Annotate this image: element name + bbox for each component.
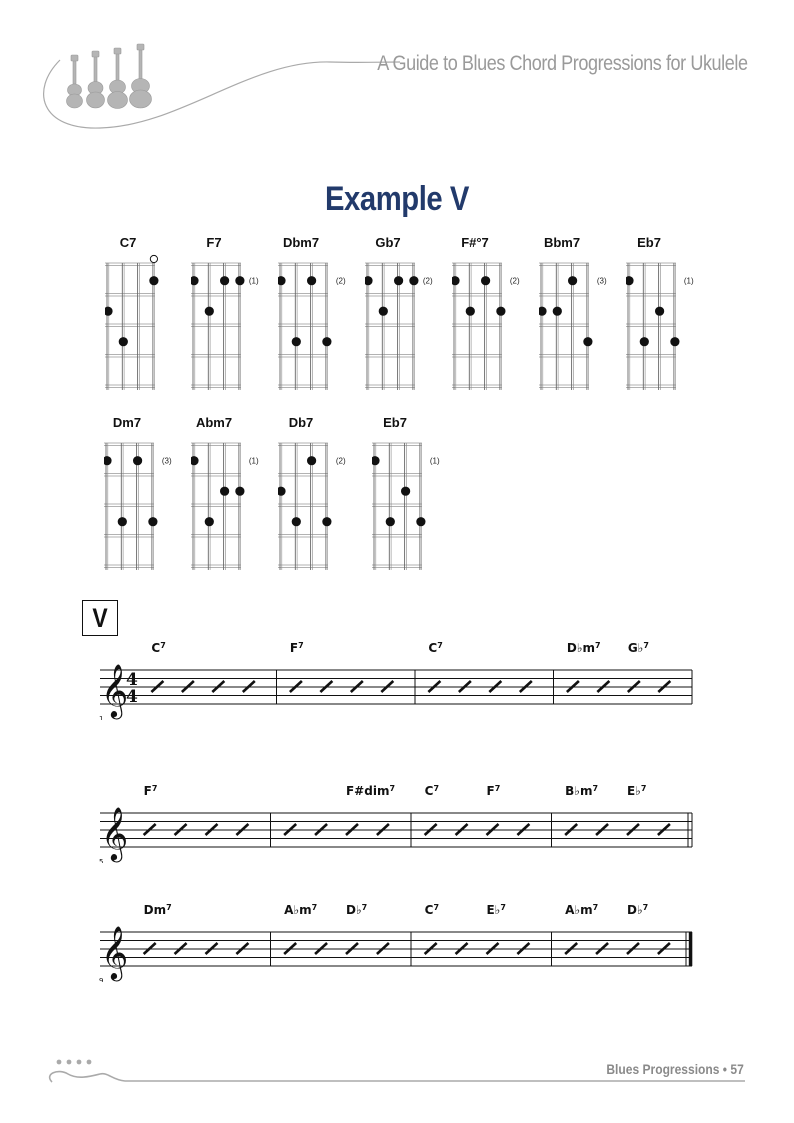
chord-symbol: $F^7$ [143,784,158,798]
chord-symbol: $C^7$ [424,903,440,917]
finger-dot [539,307,547,316]
chord-diagram-name: Gb7 [375,235,401,250]
page-number: 57 [730,1061,744,1077]
rhythm-slash [425,943,437,954]
treble-clef-icon: 𝄞 [101,663,129,717]
rhythm-slash [315,824,327,835]
rhythm-slash [284,824,296,835]
fret-position-label: (3) [161,456,172,466]
rhythm-slash [596,824,608,835]
rhythm-slash [144,943,156,954]
rhythm-slash [456,824,468,835]
finger-dot [292,337,301,346]
finger-dot [394,276,403,285]
fret-position-label: (2) [422,276,433,286]
finger-dot [149,276,158,285]
fretboard-grid [104,415,184,575]
chord-symbol: $C^7$ [151,641,166,655]
rhythm-slash [425,824,437,835]
rhythm-slash [596,943,608,954]
rhythm-slash [205,943,217,954]
finger-dot [568,276,577,285]
rhythm-slash [175,943,187,954]
chord-diagram [278,415,358,575]
finger-dot [386,517,395,526]
chord-symbol: D♭$^7$ [626,903,649,917]
chord-diagram [191,235,271,395]
finger-dot [205,307,214,316]
rhythm-slash [182,681,194,692]
chord-diagram [452,235,532,395]
fret-position-label: (1) [683,276,694,286]
chord-symbol: $A♭m^7$ [284,903,318,917]
finger-dot [496,307,505,316]
fret-position-label: (1) [248,276,259,286]
fretboard-grid [191,235,271,395]
fret-position-label: (2) [335,456,346,466]
finger-dot [322,517,331,526]
fretboard-grid [365,235,445,395]
rhythm-slash [486,824,498,835]
fretboard-grid [278,235,358,395]
finger-dot [292,517,301,526]
chord-symbol: E♭$^7$ [626,784,647,798]
finger-dot [307,456,316,465]
chord-diagram-name: Eb7 [383,415,407,430]
rhythm-slash [517,943,529,954]
rhythm-slash [565,943,577,954]
chord-diagram-name: Eb7 [637,235,661,250]
finger-dot [553,307,562,316]
fret-position-label: (1) [248,456,259,466]
rhythm-slash [517,824,529,835]
rhythm-slash [381,681,393,692]
measure-number: 5 [99,858,104,863]
footer-separator: • [723,1061,728,1077]
finger-dot [220,487,229,496]
chord-symbol: $B♭m^7$ [565,784,599,798]
finger-dot [409,276,418,285]
chord-diagram-name: F7 [206,235,222,250]
section-label: V [92,602,108,633]
chord-symbol: G♭$^7$ [627,641,649,655]
chord-diagram [278,235,358,395]
chord-diagram-name: Dm7 [112,415,142,430]
rhythm-slash [351,681,363,692]
rhythm-slash [236,824,248,835]
rhythm-slash [459,681,471,692]
finger-dot [466,307,475,316]
rhythm-slash [346,943,358,954]
measure-number: 9 [99,977,104,982]
rhythm-slash [658,824,670,835]
staff-system [0,753,794,863]
staff-system [0,610,794,720]
fret-position-label: (3) [596,276,607,286]
finger-dot [655,307,664,316]
chord-symbol: D♭$^7$ [345,903,368,917]
finger-dot [481,276,490,285]
fretboard-grid [372,415,452,575]
rhythm-slash [212,681,224,692]
finger-dot [401,487,410,496]
fretboard-grid [539,235,619,395]
chord-diagram [104,415,184,575]
dots-icon [57,1060,92,1065]
open-string-marker [150,255,157,262]
rhythm-slash [597,681,609,692]
rhythm-slash [151,681,163,692]
rhythm-slash [489,681,501,692]
rhythm-slash [284,943,296,954]
treble-clef-icon: 𝄞 [101,925,129,979]
chord-diagram-name: Db7 [288,415,314,430]
finger-dot [235,276,244,285]
finger-dot [191,276,199,285]
rhythm-slash [627,943,639,954]
chord-symbol: $F^7$ [289,641,304,655]
rhythm-slash [377,824,389,835]
finger-dot [640,337,649,346]
treble-clef-icon: 𝄞 [101,806,129,860]
finger-dot [322,337,331,346]
finger-dot [119,337,128,346]
page-header [0,0,794,140]
finger-dot [452,276,460,285]
rhythm-slash [486,943,498,954]
rhythm-slash [627,824,639,835]
finger-dot [379,307,388,316]
fretboard-grid [191,415,271,575]
chord-symbol: E♭$^7$ [486,903,506,917]
rhythm-slash [567,681,579,692]
fretboard-grid [626,235,706,395]
chord-symbol: Dm$^7$ [143,903,172,917]
finger-dot [148,517,157,526]
finger-dot [118,517,127,526]
finger-dot [220,276,229,285]
rhythm-slash [658,681,670,692]
rhythm-slash [243,681,255,692]
chord-symbol: $A♭m^7$ [565,903,599,917]
finger-dot [105,307,113,316]
chord-diagram-name: C7 [119,235,137,250]
rhythm-slash [290,681,302,692]
ukulele-family-icon [67,44,152,109]
fretboard-grid [278,415,358,575]
chord-diagram-name: Dbm7 [282,235,320,250]
chord-diagram-name: Bbm7 [543,235,581,250]
finger-dot [583,337,592,346]
finger-dot [104,456,112,465]
chord-diagram-name: Abm7 [195,415,233,430]
rhythm-slash [315,943,327,954]
rhythm-slash [175,824,187,835]
chord-diagram [626,235,706,395]
finger-dot [278,276,286,285]
rhythm-slash [456,943,468,954]
fret-position-label: (2) [335,276,346,286]
chord-diagram [365,235,445,395]
chord-diagram-name: F#°7 [461,235,489,250]
fret-position-label: (2) [509,276,520,286]
rhythm-slash [144,824,156,835]
finger-dot [416,517,425,526]
fret-position-label: (1) [429,456,440,466]
finger-dot [372,456,380,465]
chord-symbol: F#dim$^7$ [345,784,396,798]
measure-number: 1 [99,715,104,720]
chord-diagram [372,415,452,575]
chord-symbol: $C^7$ [428,641,443,655]
footer-section-name: Blues Progressions [606,1061,720,1077]
finger-dot [235,487,244,496]
finger-dot [205,517,214,526]
rhythm-slash [236,943,248,954]
rhythm-slash [428,681,440,692]
chord-symbol: $C^7$ [424,784,440,798]
chord-diagram [539,235,619,395]
finger-dot [191,456,199,465]
rhythm-slash [520,681,532,692]
finger-dot [626,276,634,285]
chord-symbol: $D♭m^7$ [566,641,601,655]
book-title: A Guide to Blues Chord Progressions for Ukulele [377,52,748,75]
rhythm-slash [346,824,358,835]
time-signature-bottom: 4 [126,687,138,707]
time-signature-top: 4 [126,670,138,690]
finger-dot [670,337,679,346]
finger-dot [133,456,142,465]
rhythm-slash [628,681,640,692]
rhythm-slash [658,943,670,954]
chord-diagram [191,415,271,575]
staff-system [0,872,794,982]
fretboard-grid [105,235,185,395]
chord-symbol: $F^7$ [486,784,501,798]
fretboard-grid [452,235,532,395]
chord-diagram [105,235,185,395]
finger-dot [307,276,316,285]
example-title: Example V [324,180,470,218]
rhythm-slash [205,824,217,835]
rhythm-slash [565,824,577,835]
rhythm-slash [377,943,389,954]
rhythm-slash [320,681,332,692]
finger-dot [365,276,373,285]
footer-label [607,1061,744,1077]
finger-dot [278,487,286,496]
